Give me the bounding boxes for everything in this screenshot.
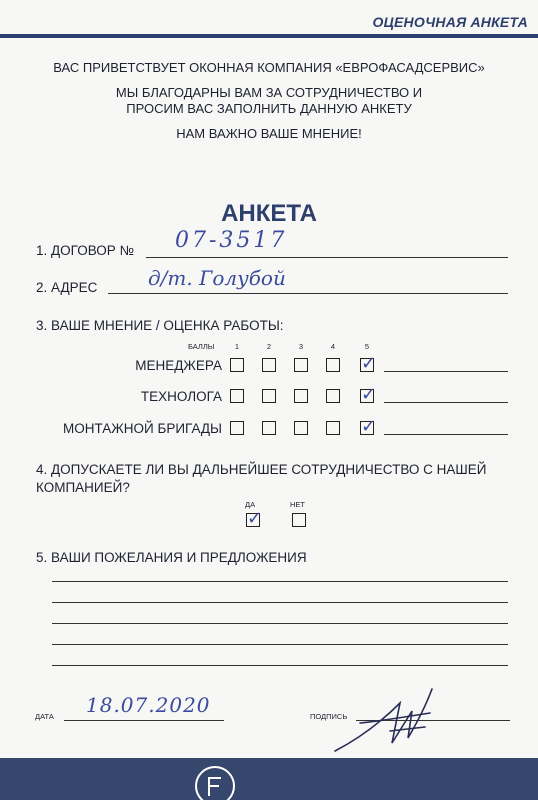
scale-label: БАЛЛЫ bbox=[188, 342, 215, 351]
rating-crew-2-checkbox[interactable] bbox=[262, 421, 276, 435]
address-field[interactable]: д/т. Голубой bbox=[148, 266, 286, 290]
rating-crew-3-checkbox[interactable] bbox=[294, 421, 308, 435]
document-header-title: ОЦЕНОЧНАЯ АНКЕТА bbox=[372, 14, 528, 30]
rating-technologist-1-checkbox[interactable] bbox=[230, 389, 244, 403]
address-label: 2. АДРЕС bbox=[36, 280, 98, 295]
cooperation-question-line-2: КОМПАНИЕЙ? bbox=[36, 480, 130, 495]
intro-line-3: ПРОСИМ ВАС ЗАПОЛНИТЬ ДАННУЮ АНКЕТУ bbox=[126, 101, 412, 116]
cooperation-yes-checkbox[interactable] bbox=[246, 513, 260, 527]
rating-technologist-3-checkbox[interactable] bbox=[294, 389, 308, 403]
suggestions-line-4[interactable] bbox=[52, 644, 508, 645]
date-line bbox=[64, 720, 224, 721]
suggestions-line-5[interactable] bbox=[52, 665, 508, 666]
rating-crew-4-checkbox[interactable] bbox=[326, 421, 340, 435]
scale-number-5: 5 bbox=[364, 342, 370, 351]
scale-number-1: 1 bbox=[234, 342, 240, 351]
handwritten-signature bbox=[330, 683, 440, 758]
rating-manager-comment-line bbox=[384, 371, 508, 372]
header-rule bbox=[0, 34, 538, 38]
cooperation-no-checkbox[interactable] bbox=[292, 513, 306, 527]
suggestions-line-2[interactable] bbox=[52, 602, 508, 603]
date-label: ДАТА bbox=[35, 712, 54, 721]
form-title: АНКЕТА bbox=[221, 200, 317, 227]
intro-line-2: МЫ БЛАГОДАРНЫ ВАМ ЗА СОТРУДНИЧЕСТВО И bbox=[115, 85, 423, 100]
intro-line-4: НАМ ВАЖНО ВАШЕ МНЕНИЕ! bbox=[176, 126, 362, 141]
company-logo-icon bbox=[193, 764, 237, 800]
suggestions-label: 5. ВАШИ ПОЖЕЛАНИЯ И ПРЕДЛОЖЕНИЯ bbox=[36, 550, 307, 565]
rating-manager-2-checkbox[interactable] bbox=[262, 358, 276, 372]
rating-manager-1-checkbox[interactable] bbox=[230, 358, 244, 372]
footer-band bbox=[0, 758, 538, 800]
rating-technologist-2-checkbox[interactable] bbox=[262, 389, 276, 403]
intro-line-1: ВАС ПРИВЕТСТВУЕТ ОКОННАЯ КОМПАНИЯ «ЕВРОФАСАДСЕРВИС» bbox=[53, 60, 485, 75]
contract-line bbox=[146, 257, 508, 258]
rating-label-crew: МОНТАЖНОЙ БРИГАДЫ bbox=[63, 421, 222, 436]
scale-number-4: 4 bbox=[330, 342, 336, 351]
suggestions-line-3[interactable] bbox=[52, 623, 508, 624]
rating-label-technologist: ТЕХНОЛОГА bbox=[140, 389, 222, 404]
rating-crew-comment-line bbox=[384, 434, 508, 435]
rating-technologist-comment-line bbox=[384, 402, 508, 403]
cooperation-question-line-1: 4. ДОПУСКАЕТЕ ЛИ ВЫ ДАЛЬНЕЙШЕЕ СОТРУДНИЧЕСТВО С НАШЕЙ bbox=[36, 462, 487, 477]
signature-label: ПОДПИСЬ bbox=[310, 712, 348, 721]
contract-label: 1. ДОГОВОР № bbox=[36, 243, 135, 258]
rating-manager-4-checkbox[interactable] bbox=[326, 358, 340, 372]
contract-number-field[interactable]: 07-3517 bbox=[175, 228, 288, 253]
scale-number-3: 3 bbox=[298, 342, 304, 351]
cooperation-yes-label: ДА bbox=[245, 500, 256, 509]
rating-manager-5-checkbox[interactable] bbox=[360, 358, 374, 372]
rating-crew-1-checkbox[interactable] bbox=[230, 421, 244, 435]
rating-technologist-5-checkbox[interactable] bbox=[360, 389, 374, 403]
cooperation-no-label: НЕТ bbox=[290, 500, 305, 509]
opinion-label: 3. ВАШЕ МНЕНИЕ / ОЦЕНКА РАБОТЫ: bbox=[36, 318, 284, 333]
rating-manager-3-checkbox[interactable] bbox=[294, 358, 308, 372]
date-field[interactable]: 18.07.2020 bbox=[86, 693, 211, 717]
suggestions-line-1[interactable] bbox=[52, 581, 508, 582]
address-line bbox=[108, 293, 508, 294]
rating-crew-5-checkbox[interactable] bbox=[360, 421, 374, 435]
rating-technologist-4-checkbox[interactable] bbox=[326, 389, 340, 403]
rating-label-manager: МЕНЕДЖЕРА bbox=[135, 358, 222, 373]
scale-number-2: 2 bbox=[266, 342, 272, 351]
